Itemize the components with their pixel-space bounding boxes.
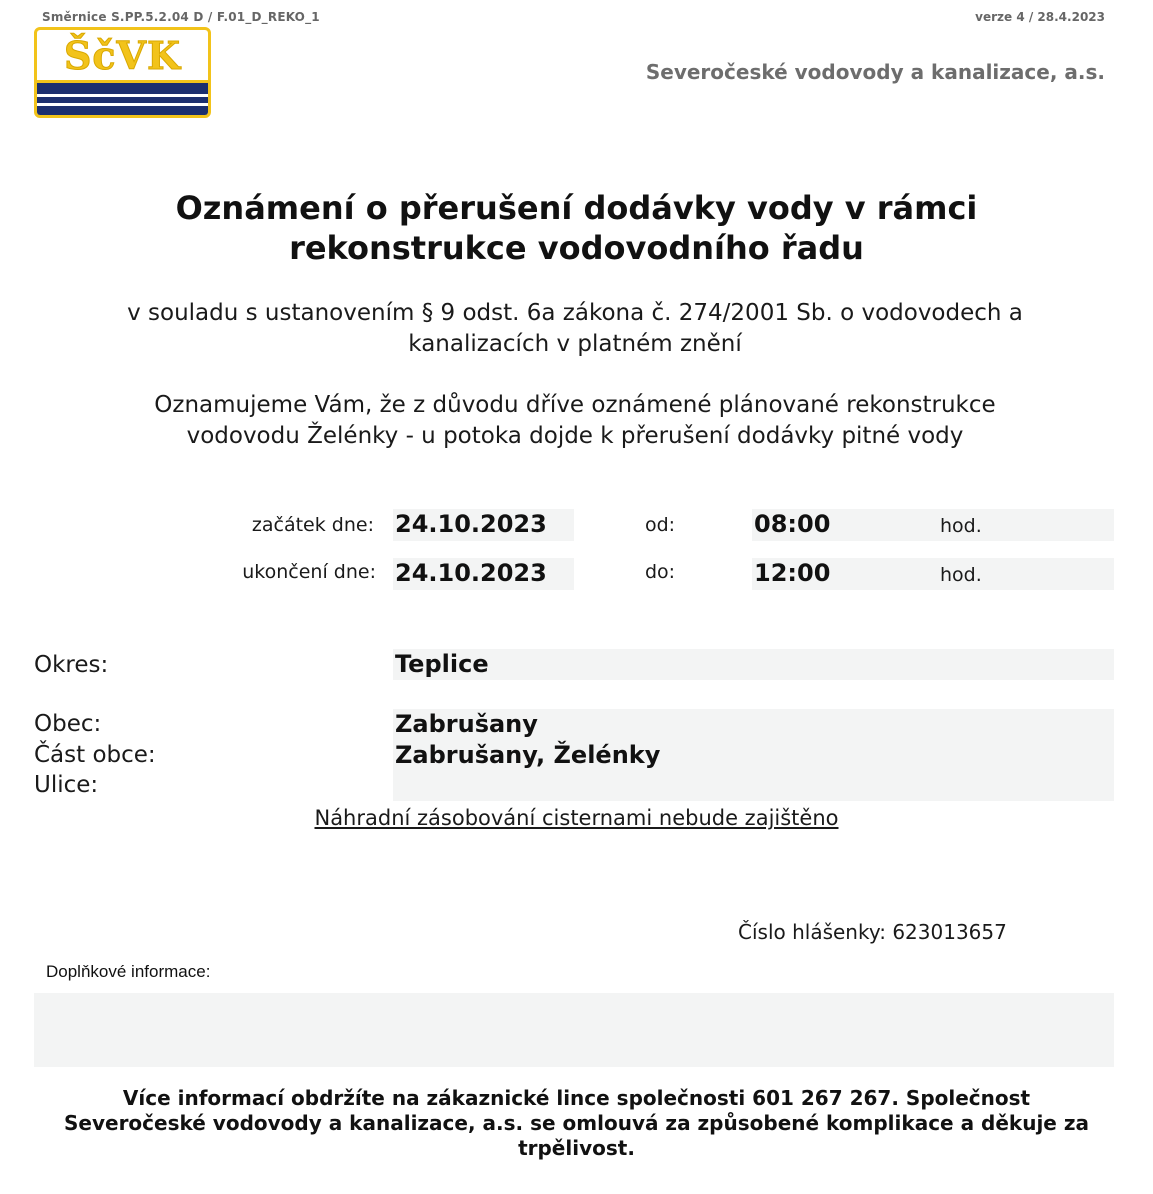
footer-text <box>40 1086 1113 1161</box>
report-number <box>738 920 1007 944</box>
logo-stripes <box>37 83 208 118</box>
end-time-field <box>752 558 1114 590</box>
municipality-part-label: Část obce: <box>34 742 156 768</box>
extra-info-label: Doplňkové informace: <box>46 962 211 981</box>
company-name: Severočeské vodovody a kanalizace, a.s. <box>645 60 1105 84</box>
legal-basis-line-1: v souladu s ustanovením § 9 odst. 6a zákona č. 274/2001 Sb. o vodovodech a <box>127 300 1023 326</box>
report-number-value: 623013657 <box>892 920 1007 944</box>
end-date-label: ukončení dne: <box>242 561 376 583</box>
intro-line-1: Oznamujeme Vám, že z důvodu dříve oznámené plánované rekonstrukce <box>154 392 996 418</box>
document-code: Směrnice S.PP.5.2.04 D / F.01_D_REKO_1 <box>42 10 320 24</box>
legal-basis <box>60 298 1090 360</box>
start-time-field <box>752 509 1114 541</box>
address-field <box>393 709 1114 801</box>
start-time-value: 08:00 <box>754 510 831 538</box>
district-value: Teplice <box>395 650 489 678</box>
replacement-supply-notice: Náhradní zásobování cisternami nebude zajištěno <box>314 806 839 830</box>
title-line-2: rekonstrukce vodovodního řadu <box>289 229 864 267</box>
end-time-label: do: <box>645 561 676 583</box>
legal-basis-line-2: kanalizacích v platném znění <box>408 331 742 357</box>
document-version: verze 4 / 28.4.2023 <box>975 10 1105 24</box>
end-time-value: 12:00 <box>754 559 831 587</box>
municipality-label: Obec: <box>34 711 102 737</box>
intro-line-2: vodovodu Želénky - u potoka dojde k přerušení dodávky pitné vody <box>186 423 964 449</box>
start-date-value: 24.10.2023 <box>395 510 547 538</box>
district-label: Okres: <box>34 652 109 678</box>
extra-info-field <box>34 993 1114 1067</box>
municipality-value: Zabrušany <box>395 710 538 738</box>
end-time-unit: hod. <box>940 564 982 586</box>
logo-text: ŠčVK <box>63 33 182 78</box>
district-field <box>393 649 1114 680</box>
municipality-part-value: Zabrušany, Želénky <box>395 741 661 769</box>
footer-line-2: Severočeské vodovody a kanalizace, a.s. se omlouvá za způsobené komplikace a děkuje za <box>64 1111 1089 1135</box>
start-date-field <box>393 509 574 541</box>
footer-line-1: Více informací obdržíte na zákaznické lince společnosti 601 267 267. Společnost <box>122 1086 1031 1110</box>
footer-line-3: trpělivost. <box>518 1136 635 1160</box>
report-number-label: Číslo hlášenky: <box>738 920 886 944</box>
end-date-value: 24.10.2023 <box>395 559 547 587</box>
page-title <box>0 188 1153 268</box>
start-time-unit: hod. <box>940 515 982 537</box>
company-logo <box>34 27 211 118</box>
intro-text <box>60 390 1090 452</box>
start-time-label: od: <box>645 514 676 536</box>
title-line-1: Oznámení o přerušení dodávky vody v rámci <box>175 189 978 227</box>
street-label: Ulice: <box>34 772 99 798</box>
end-date-field <box>393 558 574 590</box>
start-date-label: začátek dne: <box>251 514 374 536</box>
